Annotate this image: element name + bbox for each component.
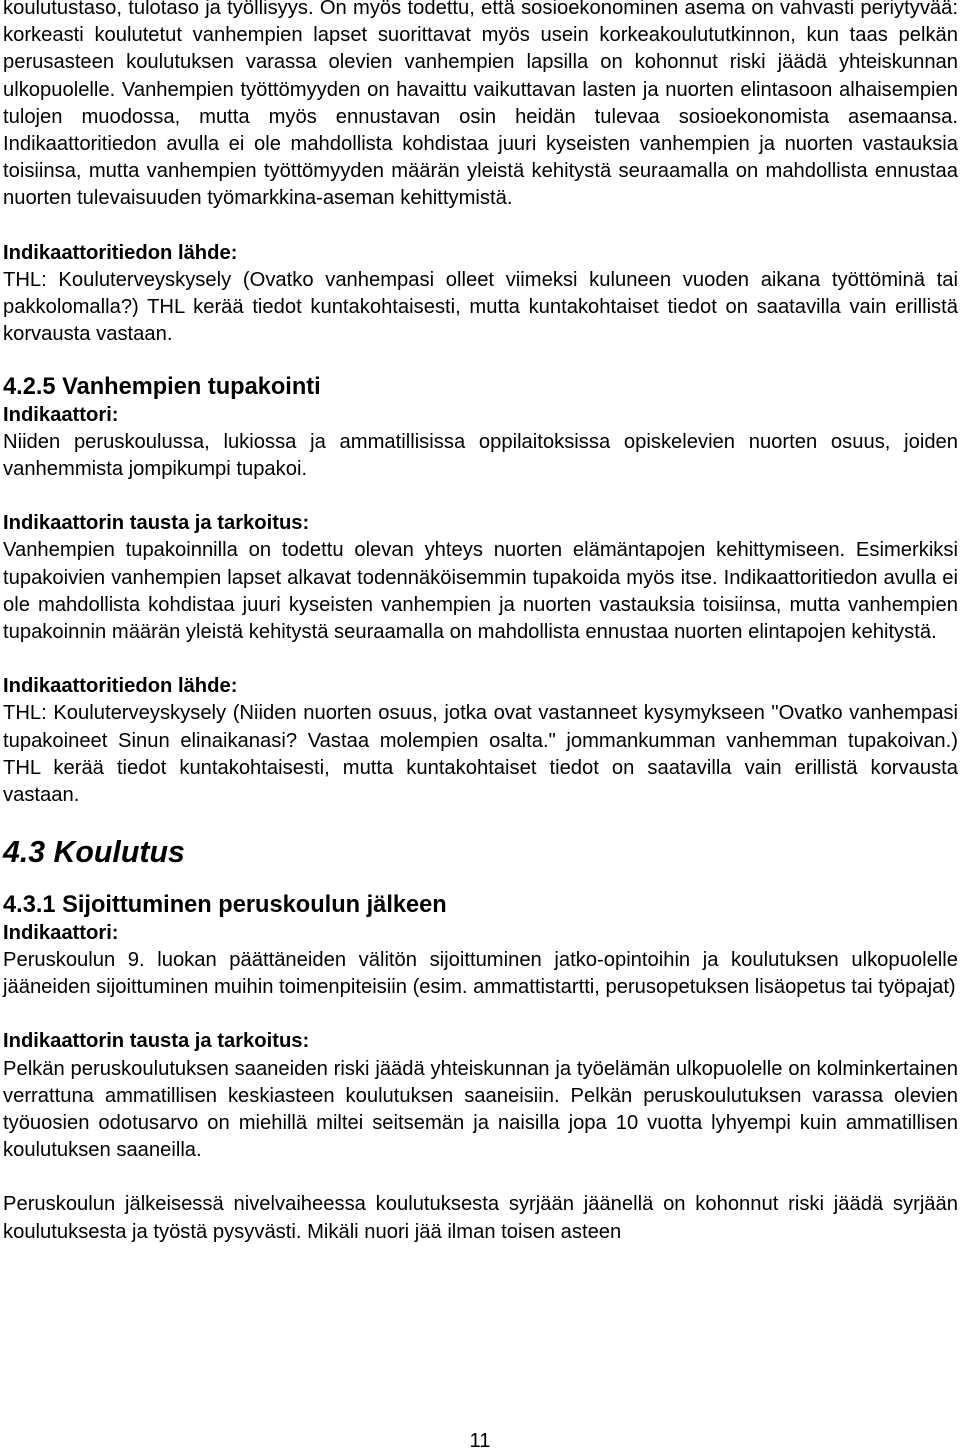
section-heading-4-3-1: 4.3.1 Sijoittuminen peruskoulun jälkeen	[3, 892, 447, 919]
indicator-label: Indikaattori:	[3, 921, 119, 944]
background-label: Indikaattorin tausta ja tarkoitus:	[3, 512, 310, 535]
indicator-label: Indikaattori:	[3, 403, 119, 426]
document-page	[3, 0, 958, 1246]
background-label: Indikaattorin tausta ja tarkoitus:	[3, 1030, 310, 1053]
background-text: Pelkän peruskoulutuksen saaneiden riski jäädä yhteiskunnan ja työelämän ulkopuolelle on kolminkertainen verrattuna ammatillisen keskiasteen koulutuksen saaneisiin. Pelkän peruskoulutuksen varassa olevien työuosien odotusarvo on miehillä miltei seitsemän ja naisilla jopa 10 vuotta lyhyempi kuin ammatillisen koulutuksen saaneilla.	[3, 1057, 958, 1162]
source-label: Indikaattoritiedon lähde:	[3, 675, 238, 698]
source-text: THL: Kouluterveyskysely (Ovatko vanhempasi olleet viimeksi kuluneen vuoden aikana työttöminä tai pakkolomalla?) THL kerää tiedot kuntakohtaisesti, mutta kuntakohtaiset tiedot on saatavilla vain erillistä korvausta vastaan.	[3, 268, 958, 346]
page-number: 11	[469, 1430, 491, 1452]
indicator-text: Peruskoulun 9. luokan päättäneiden välitön sijoittuminen jatko-opintoihin ja koulutuksen ulkopuolelle jääneiden sijoittuminen muihin toimenpiteisiin (esim. ammattistartti, perusopetuksen lisäopetus tai työpajat)	[3, 948, 958, 999]
paragraph-continuation: koulutustaso, tulotaso ja työllisyys. On myös todettu, että sosioekonominen asema on vahvasti periytyvää: korkeasti koulutetut vanhempien lapset suorittavat myös usein korkeakoulututkinnon, kun taas pelkän perusasteen koulutuksen varassa olevien vanhempien lapsilla on kohonnut riski jäädä yhteiskunnan ulkopuolelle. Vanhempien työttömyyden on havaittu vaikuttavan lasten ja nuorten elintasoon alhaisempien tulojen muodossa, mutta myös ennustavan osin heidän tulevaa sosioekonomista asemaansa. Indikaattoritiedon avulla ei ole mahdollista kohdistaa juuri kyseisten vanhempien ja nuorten vastauksia toisiinsa, mutta vanhempien työttömyyden määrän yleistä kehitystä seuraamalla on mahdollista ennustaa nuorten tulevaisuuden työmarkkina-aseman kehittymistä.	[3, 0, 958, 210]
indicator-text: Niiden peruskoulussa, lukiossa ja ammatillisissa oppilaitoksissa opiskelevien nuorten osuus, joiden vanhemmista jompikumpi tupakoi.	[3, 430, 958, 481]
source-text: THL: Kouluterveyskysely (Niiden nuorten osuus, jotka ovat vastanneet kysymykseen "Ovatko vanhempasi tupakoineet Sinun elinaikanasi? Vastaa molempien osalta." jommankumman vanhemman tupakoivan.) THL kerää tiedot kuntakohtaisesti, mutta kuntakohtaiset tiedot on saatavilla vain erillistä korvausta vastaan.	[3, 702, 958, 807]
section-heading-4-2-5: 4.2.5 Vanhempien tupakointi	[3, 374, 321, 401]
background-text-continued: Peruskoulun jälkeisessä nivelvaiheessa koulutuksesta syrjään jäänellä on kohonnut riski jäädä syrjään koulutuksesta ja työstä pysyvästi. Mikäli nuori jää ilman toisen asteen	[3, 1193, 958, 1243]
section-heading-4-3: 4.3 Koulutus	[3, 836, 185, 870]
background-text: Vanhempien tupakoinnilla on todettu olevan yhteys nuorten elämäntapojen kehittymiseen. Esimerkiksi tupakoivien vanhempien lapset alkavat todennäköisemmin tupakoida myös itse. Indikaattoritiedon avulla ei ole mahdollista kohdistaa juuri kyseisten vanhempien ja nuorten vastauksia toisiinsa, mutta vanhempien tupakoinnin määrän yleistä kehitystä seuraamalla on mahdollista ennustaa nuorten elintapojen kehitystä.	[3, 539, 958, 644]
source-label: Indikaattoritiedon lähde:	[3, 241, 238, 264]
